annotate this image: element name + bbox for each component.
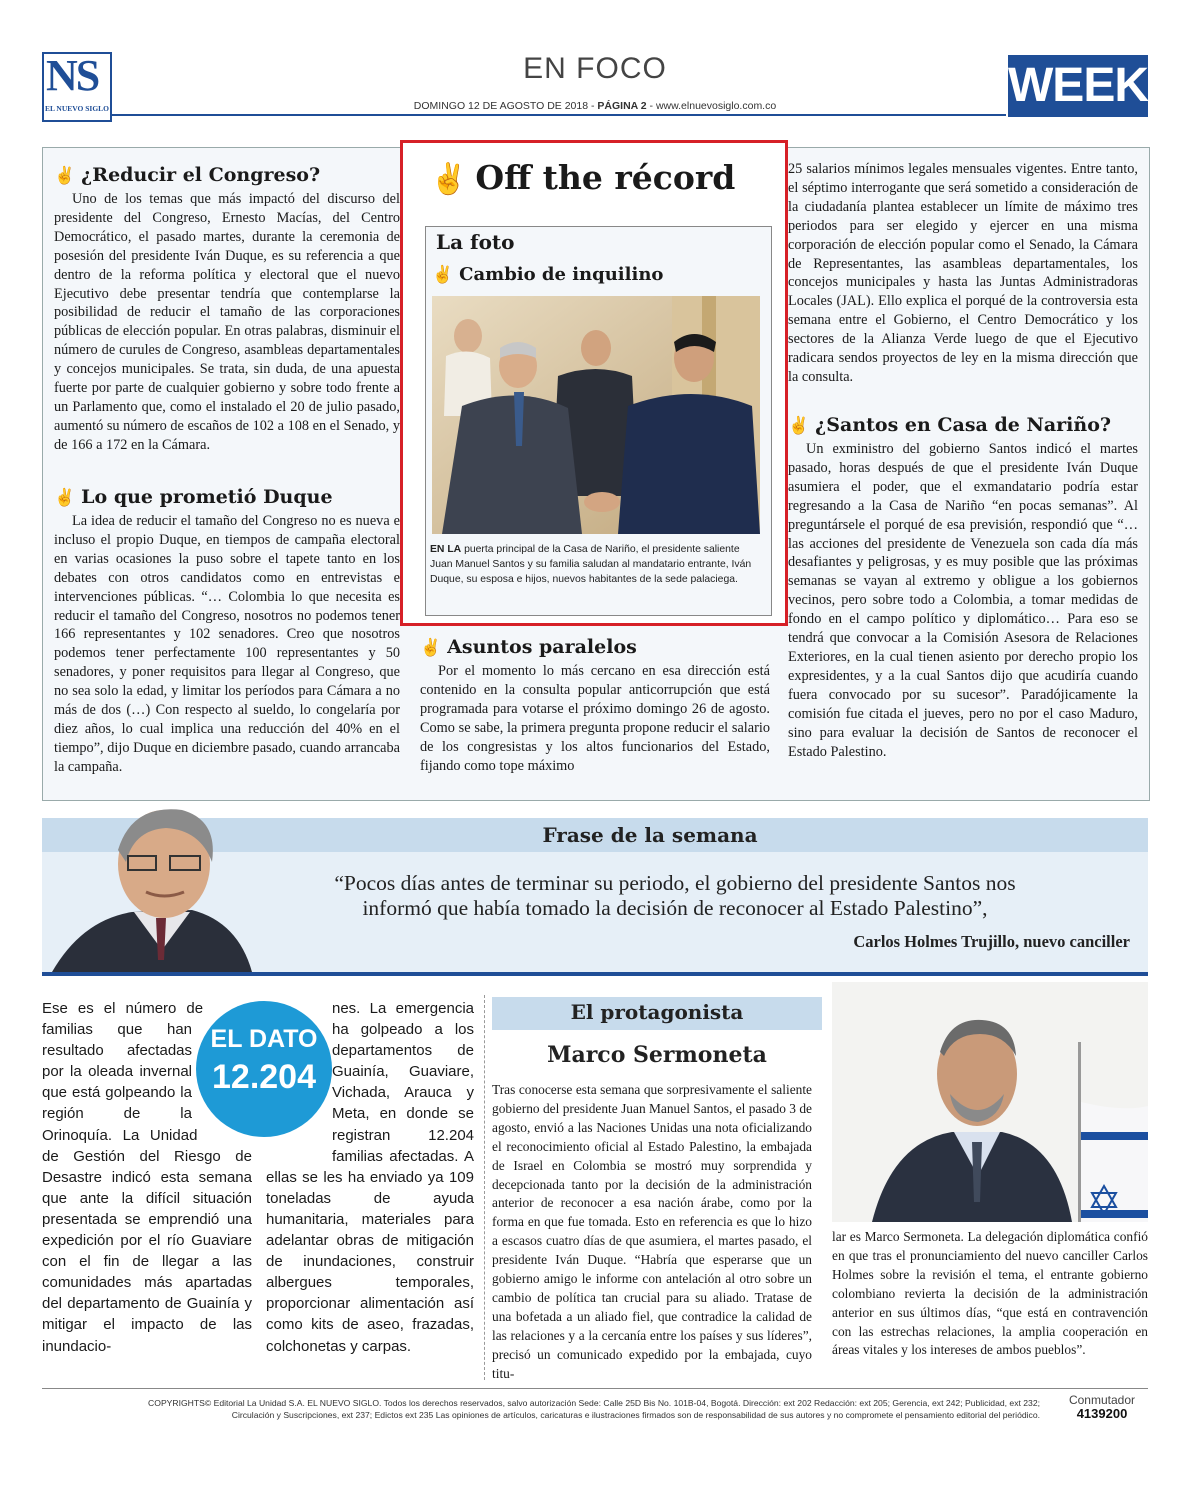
dato-text-col2: nes. La emergencia ha golpeado a los departamentos de Guainía, Guaviare, Vichada, Arauca y Meta, en donde se registran 12.204 familias afectadas. A ellas se les ha enviado ya 109 toneladas de ayuda humanitaria, materiales para adelantar obras de mitigación de inundaciones, construir albergues temporales, proporcionar alimentación así como kits de aseo, frazadas, colchonetas y carpas. [266, 1000, 474, 1355]
off-the-record-title: ✌ Off the récord [430, 158, 736, 197]
photo-marco-sermoneta [832, 982, 1148, 1222]
article-santos-casa-narino [788, 440, 1138, 761]
paragraph: Un exministro del gobierno Santos indicó el martes pasado, horas después de que el presidente Iván Duque asumiera el poder, que el exmandatario podría estar regresando a la Casa de Nariño “en pocas semanas”. Al preguntársele el porqué de esa previsión, respondió que “… las acciones del presidente de Venezuela son cada día más desafiantes y peligrosas, y es muy posible que las próximas semanas se vayan al extremo y obligue a los gobiernos vecinos, pero sobre todo a Colombia, a tomar medidas de fondo en el campo político y diplomático… Para eso se tendrá que convocar a la Comisión Asesora de Relaciones Exteriores, en la cual tienen asiento por derecho propio los expresidentes, y a la cual Santos dijo que acudiría cuando fuera convocado por su sucesor”. Paradójicamente la comisión fue citada el jueves, pero no por el caso Maduro, sino para evaluar la decisión de Santos de reconocer el Estado Palestino. [788, 441, 1138, 760]
quote-line: informó que había tomado la decisión de reconocer al Estado Palestino”, [362, 896, 988, 920]
caption-text: puerta principal de la Casa de Nariño, el presidente saliente Juan Manuel Santos y su familia saludan al mandatario entrante, Iván Duque, su esposa e hijos, nuevos habitantes de la sede palaciega. [430, 544, 752, 585]
dateline [300, 100, 890, 112]
photo-carlos-holmes [42, 800, 252, 972]
footer-rule [42, 1388, 1148, 1389]
peace-hand-icon: ✌ [54, 488, 76, 508]
footer-copyright [60, 1398, 1040, 1421]
quote-line: “Pocos días antes de terminar su periodo, el gobierno del presidente Santos nos [334, 871, 1016, 895]
article-lo-que-prometio-duque [54, 512, 400, 777]
headline-asuntos-paralelos: ✌ Asuntos paralelos [420, 634, 637, 661]
headline-santos-casa-narino: ✌ ¿Santos en Casa de Nariño? [788, 412, 1111, 439]
frase-author: Carlos Holmes Trujillo, nuevo canciller [853, 932, 1130, 951]
headline-cambio-de-inquilino: ✌ Cambio de inquilino [432, 262, 663, 288]
footer-line: Circulación y Suscripciones, ext 237; Edictos ext 235 Las opiniones de artículos, caricaturas e ilustraciones firmados son de responsabilidad de sus autores y no compromete el pensamiento editorial del periódico. [231, 1409, 1040, 1420]
protagonista-name: Marco Sermoneta [547, 1042, 767, 1068]
conmutador [1052, 1394, 1152, 1421]
photo-cambio-de-inquilino [432, 296, 760, 534]
paragraph: Por el momento lo más cercano en esa dirección está contenido en la consulta popular anticorrupción que está programada para votarse el próximo domingo 26 de agosto. Como se sabe, la primera pregunta propone reducir el salario de los congresistas y los altos funcionarios del Estado, fijando como tope máximo [420, 663, 770, 774]
peace-hand-icon: ✌ [788, 416, 810, 436]
article-reducir-congreso [54, 190, 400, 455]
footer-line: COPYRIGHTS© Editorial La Unidad S.A. EL NUEVO SIGLO. Todos los derechos reservados, salvo autorización Sede: Calle 25D Bis No. 101B-04, Bogotá. Dirección: ext 202 Redacción: ext 205; Gerencia, ext 242; Publicidad, ext 232; [148, 1398, 1040, 1408]
article-asuntos-paralelos-cont [788, 160, 1138, 387]
peace-hand-icon: ✌ [430, 162, 468, 197]
paragraph: Tras conocerse esta semana que sorpresivamente el saliente gobierno del presidente Juan Manuel Santos, el pasado 3 de agosto, envió a las Naciones Unidas una nota oficializando el reconocimiento oficial al Estado Palestino, la embajada de Israel en Colombia se mostró muy sorprendida y decepcionada tanto por la decisión de la administración anterior de reconocer a esa nación árabe, como por la forma en que fue tomada. Esto en referencia es que lo hizo a escasos cuatro días de que asumiera, el martes pasado, el presidente Iván Duque. “Habría que esperarse que un gobierno amigo le informe con antelación al otro sobre un cambio de política tan crucial para su aliado. Tratase de una bofetada a un aliado fiel, que contradice la calidad de las relaciones y a la cercanía entre los países y sus líderes”, precisó un comunicado expedido por la embajada, cuyo titu- [492, 1082, 812, 1381]
peace-hand-icon: ✌ [420, 638, 442, 658]
conmutador-number[interactable]: 4139200 [1076, 1406, 1128, 1421]
masthead-logo[interactable]: NS [46, 51, 99, 100]
headline-reducir-congreso: ✌ ¿Reducir el Congreso? [54, 162, 320, 189]
headline-lo-que-prometio-duque: ✌ Lo que prometió Duque [54, 484, 333, 511]
paragraph: Uno de los temas que más impactó del discurso del presidente del Congreso, Ernesto Macías, del Centro Democrático, el pasado martes, durante la ceremonia de posesión del presidente Iván Duque, es su referencia a que dentro de la reforma política y electoral que el nuevo Ejecutivo debe presentar tendría que contemplarse la posibilidad de reducir el tamaño de las corporaciones públicas de elección popular. En otras palabras, disminuir el número de curules de Congreso, asambleas departamentales y concejos municipales. Se trata, sin duda, de una apuesta fuerte por parte de cualquier gobierno y sobre todo frente a un Parlamento que, como el instalado el 20 de julio pasado, aumentó su número de escaños de 102 a 108 en el Senado, y de 166 a 172 en la Cámara. [54, 191, 400, 453]
dato-value: 12.204 [212, 1058, 316, 1096]
peace-hand-icon: ✌ [54, 166, 76, 186]
section-title: EN FOCO [523, 52, 667, 85]
protagonista-article-cont [832, 1228, 1148, 1360]
paragraph: La idea de reducir el tamaño del Congreso no es nueva e incluso el propio Duque, en tiempos de campaña electoral en varias ocasiones la puso sobre el tapete tanto en los debates con otros candidatos como en entrevistas e intervenciones públicas. “… Colombia lo que necesita es reducir el tamaño del Congreso, nosotros no podemos tener 166 representantes y 102 senadores. Creo que nosotros podemos tener perfectamente 100 representantes y 50 senadores, y poner requisitos para llegar al Congreso, que no sea solo la edad, y limitar los períodos para Cámara a no más de dos (…) Con respecto al sueldo, lo congelaría por diez años, lo cual implica una reducción del 40% en el tiempo”, dijo Duque en diciembre pasado, cuando arrancaba la campaña. [54, 513, 400, 775]
frase-title: Frase de la semana [542, 823, 758, 847]
protagonista-title: El protagonista [570, 1000, 744, 1024]
dato-label: EL DATO [210, 1025, 318, 1053]
la-foto-label: La foto [436, 230, 515, 254]
frase-bottom-rule [42, 972, 1148, 976]
conmutador-label: Conmutador [1068, 1393, 1136, 1407]
dato-text-col1: Ese es el número de familias que han resultado afectadas por la oleada invernal que está golpeando la región de la Orinoquía. La Unidad de Gestión del Riesgo de Desastre indicó esta semana que ante la difícil situación presentada se emprendió una expedición por el río Guaviare con el fin de llegar a las comunidades más apartadas del departamento de Guainía y mitigar el impacto de las inundacio- [42, 1000, 252, 1355]
dateline-page: PÁGINA 2 [597, 100, 647, 112]
paragraph: lar es Marco Sermoneta. La delegación diplomática confió en que tras el pronunciamiento del nuevo canciller Carlos Holmes sobre la revisión el tema, el entrante gobierno colombiano revierta la decisión de la administración anterior en sus últimos días, “que está en contravención con las estrechas relaciones, la amplia cooperación en áreas vitales y los intereses de ambos pueblos”. [832, 1229, 1148, 1358]
frase-quote [250, 871, 1100, 921]
header-rule [112, 114, 1006, 116]
masthead-logo-subtitle: EL NUEVO SIGLO [44, 104, 110, 113]
dateline-url[interactable]: - www.elnuevosiglo.com.co [646, 100, 777, 112]
column-divider [484, 995, 485, 1380]
paragraph: 25 salarios mínimos legales mensuales vigentes. Entre tanto, el séptimo interrogante que será sometido a consideración de la ciudadanía plantea establecer un límite de máximo tres periodos para ser elegido y ejercer en una misma corporación de elección popular como el Senado, la Cámara de Representantes, las asambleas departamentales, los concejos municipales y hasta las Juntas Administradoras Locales (JAL). Ello explica el porqué de la controversia esta semana entre el Gobierno, el Centro Democrático y los sectores de la Alianza Verde luego de que el Ejecutivo radicara sendos proyectos de ley en la misma dirección que la consulta. [788, 161, 1138, 385]
article-asuntos-paralelos [420, 662, 770, 775]
photo-caption [430, 542, 764, 587]
protagonista-article [492, 1081, 812, 1384]
dateline-date: DOMINGO 12 DE AGOSTO DE 2018 - [413, 100, 598, 112]
caption-lead: EN LA [430, 544, 462, 555]
peace-hand-icon: ✌ [432, 265, 454, 285]
week-badge: WEEK [1008, 55, 1148, 117]
